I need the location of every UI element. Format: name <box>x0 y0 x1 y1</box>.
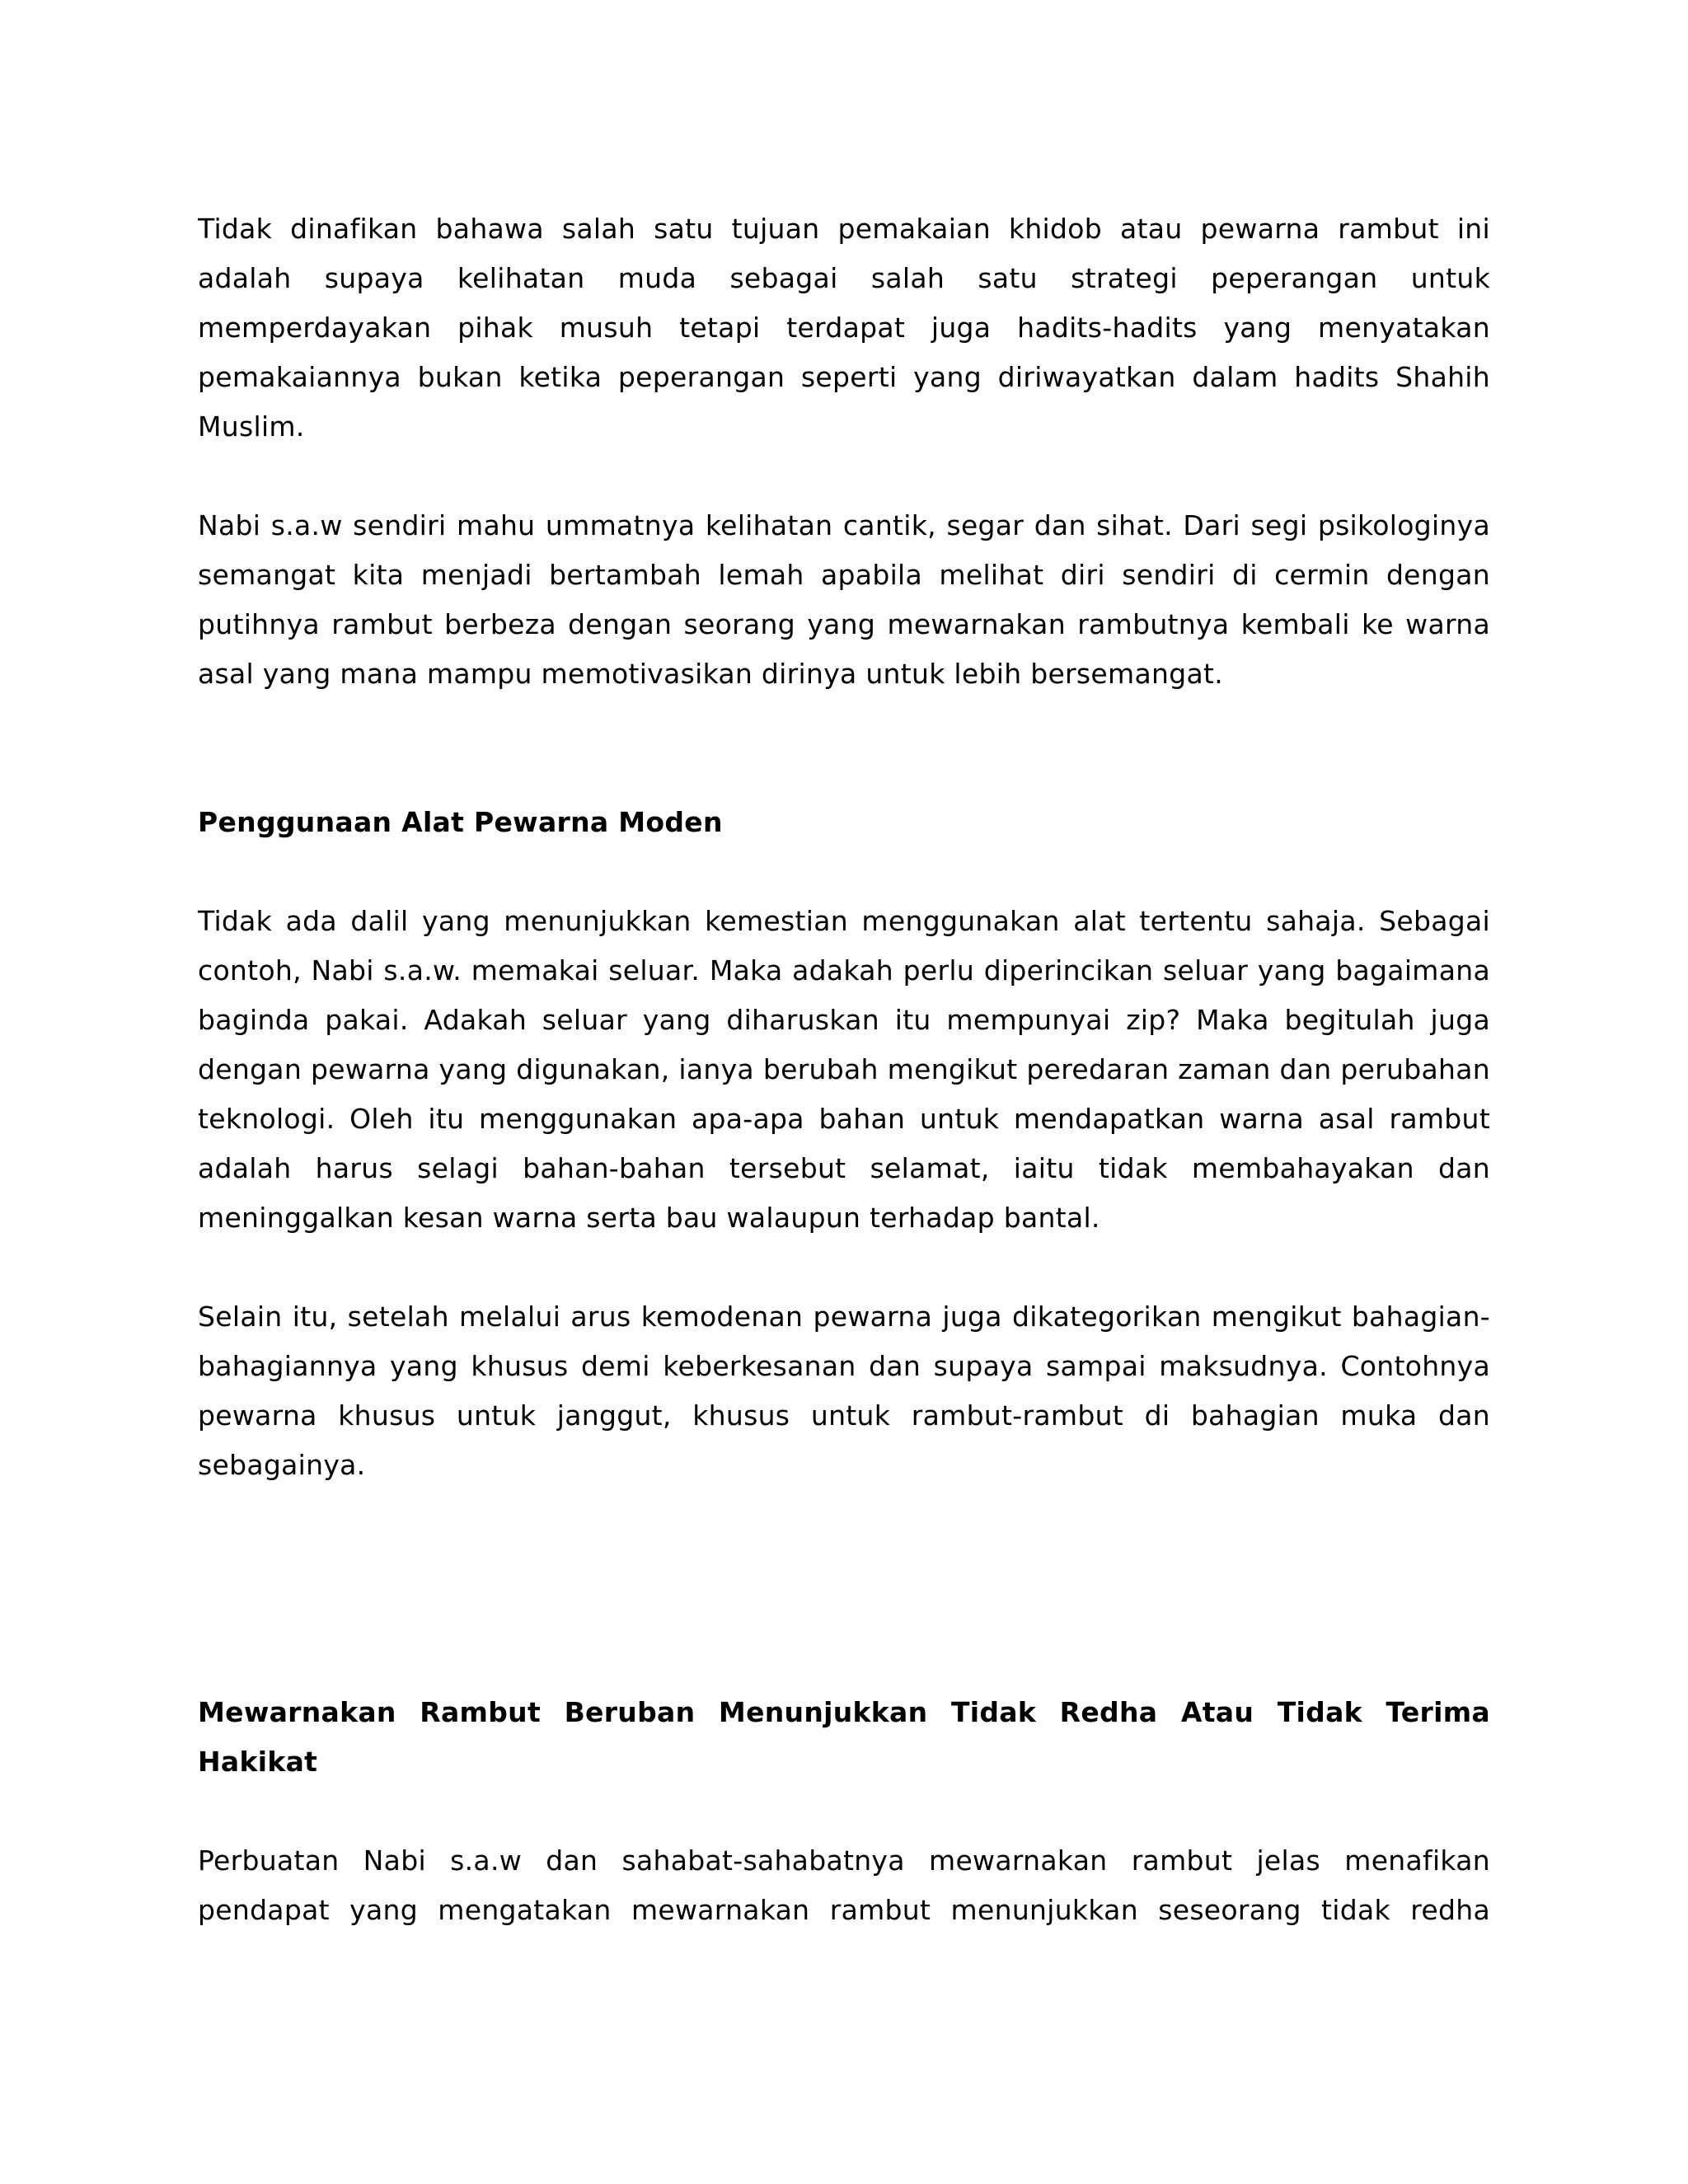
paragraph-no-specific-tool: Tidak ada dalil yang menunjukkan kemestian menggunakan alat tertentu sahaja. Sebagai contoh, Nabi s.a.w. memakai seluar. Maka adakah perlu diperincikan seluar yang bagaimana baginda pakai. Adakah seluar yang diharuskan itu mempunyai zip? Maka begitulah juga dengan pewarna yang digunakan, ianya berubah mengikut peredaran zaman dan perubahan teknologi. Oleh itu menggunakan apa-apa bahan untuk mendapatkan warna asal rambut adalah harus selagi bahan-bahan tersebut selamat, iaitu tidak membahayakan dan meninggalkan kesan warna serta bau walaupun terhadap bantal. <box>198 905 1490 1234</box>
heading-modern-dye: Penggunaan Alat Pewarna Moden <box>198 806 723 838</box>
spacer <box>198 452 1490 501</box>
spacer <box>198 1787 1490 1836</box>
paragraph-khidob-purpose: Tidak dinafikan bahawa salah satu tujuan pemakaian khidob atau pewarna rambut ini adalah supaya kelihatan muda sebagai salah satu strategi peperangan untuk memperdayakan pihak musuh tetapi terdapat juga hadits-hadits yang menyatakan pemakaiannya bukan ketika peperangan seperti yang diriwayatkan dalam hadits Shahih Muslim. <box>198 213 1490 443</box>
spacer <box>198 699 1490 798</box>
spacer <box>198 1490 1490 1688</box>
paragraph-dye-categories: Selain itu, setelah melalui arus kemodenan pewarna juga dikategorikan mengikut bahagian-bahagiannya yang khusus demi keberkesanan dan supaya sampai maksudnya. Contohnya pewarna khusus untuk janggut, khusus untuk rambut-rambut di bahagian muka dan sebagainya. <box>198 1301 1490 1481</box>
spacer <box>198 1243 1490 1292</box>
paragraph-prophet-practice: Perbuatan Nabi s.a.w dan sahabat-sahabatnya mewarnakan rambut jelas menafikan pendapat yang mengatakan mewarnakan rambut menunjukkan seseorang tidak redha <box>198 1844 1490 1926</box>
spacer <box>198 847 1490 897</box>
paragraph-nabi-wish: Nabi s.a.w sendiri mahu ummatnya kelihatan cantik, segar dan sihat. Dari segi psikologinya semangat kita menjadi bertambah lemah apabila melihat diri sendiri di cermin dengan putihnya rambut berbeza dengan seorang yang mewarnakan rambutnya kembali ke warna asal yang mana mampu memotivasikan dirinya untuk lebih bersemangat. <box>198 509 1490 690</box>
document-page <box>198 204 1490 1935</box>
heading-not-accepting-reality: Mewarnakan Rambut Beruban Menunjukkan Tidak Redha Atau Tidak Terima Hakikat <box>198 1696 1490 1778</box>
